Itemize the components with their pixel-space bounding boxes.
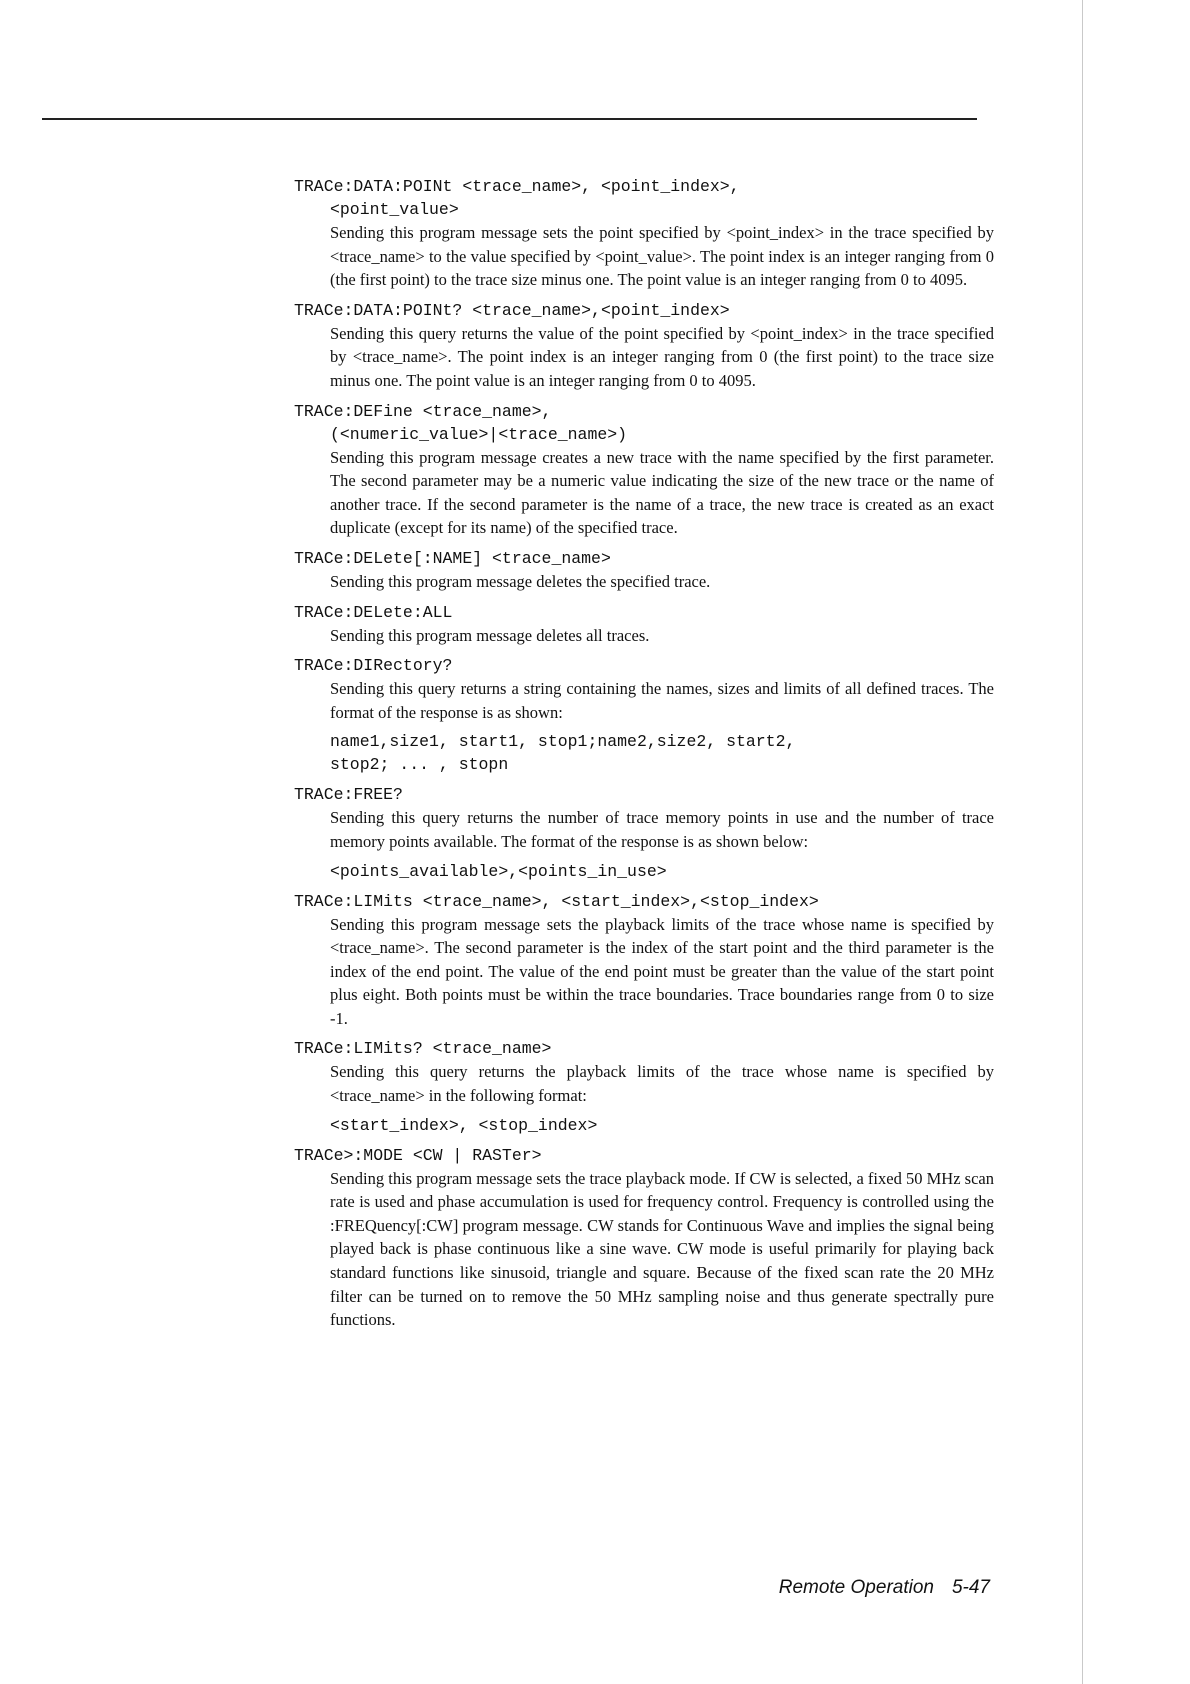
command-syntax: TRACe:LIMits? <trace_name>: [294, 1039, 552, 1059]
entry-trace-data-point-query: [294, 299, 994, 393]
entry-trace-delete-name: [294, 547, 994, 594]
command-syntax: TRACe:FREE?: [294, 785, 403, 805]
command-reference: [294, 175, 994, 1339]
response-format-line: <start_index>, <stop_index>: [330, 1115, 598, 1135]
command-continuation: (<numeric_value>|<trace_name>): [330, 424, 628, 444]
footer-section-title: Remote Operation: [778, 1577, 934, 1598]
entry-trace-mode: [294, 1144, 994, 1332]
entry-trace-limits: [294, 890, 994, 1031]
entry-trace-free: [294, 783, 994, 882]
entry-trace-data-point: [294, 175, 994, 292]
command-syntax: TRACe>:MODE <CW | RASTer>: [294, 1145, 542, 1165]
binding-margin-line: [1082, 0, 1083, 1684]
command-continuation: <point_value>: [330, 200, 459, 219]
command-description: Sending this query returns the playback limits of the trace whose name is specified by <trace_name> in the following format:: [330, 1062, 994, 1106]
command-syntax: [294, 400, 994, 446]
command-syntax: TRACe:LIMits <trace_name>, <start_index>,<stop_index>: [294, 891, 819, 911]
command-line: TRACe:DATA:POINt <trace_name>, <point_index>,: [294, 177, 740, 196]
footer-page-number: 5-47: [951, 1577, 990, 1598]
response-format: [294, 1114, 994, 1137]
command-description: Sending this program message sets the playback limits of the trace whose name is specified by <trace_name>. The second parameter is the index of the start point and the third parameter is the index of the end point. The value of the end point must be greater than the value of the start point plus eight. Both points must be within the trace boundaries. Trace boundaries range from 0 to size -1.: [330, 914, 994, 1028]
response-format-line: <points_available>,<points_in_use>: [330, 861, 667, 881]
response-format-line: name1,size1, start1, stop1;name2,size2, start2,: [330, 732, 796, 752]
command-description: Sending this program message deletes the specified trace.: [330, 571, 711, 591]
command-description: Sending this program message deletes all traces.: [330, 625, 650, 645]
command-description: Sending this query returns the value of the point specified by <point_index> in the trace specified by <trace_name>. The point index is an integer ranging from 0 (the first point) to the trace size minus one. The point value is an integer ranging from 0 to 4095.: [330, 323, 994, 390]
command-syntax: TRACe:DIRectory?: [294, 656, 453, 676]
response-format: [294, 860, 994, 883]
entry-trace-limits-query: [294, 1037, 994, 1136]
entry-trace-directory: [294, 654, 994, 776]
command-description: Sending this program message sets the trace playback mode. If CW is selected, a fixed 50 MHz scan rate is used and phase accumulation is used for frequency control. Frequency is controlled using the :FREQuency[:CW] program message. CW stands for Continuous Wave and implies the signal being played back is phase continuous like a sine wave. CW mode is useful primarily for playing back standard functions like sinusoid, triangle and square. Because of the fixed scan rate the 20 MHz filter can be turned on to remove the 50 MHz sampling noise and thus generate spectrally pure functions.: [330, 1168, 994, 1330]
command-description: Sending this query returns the number of trace memory points in use and the number of trace memory points available. The format of the response is as shown below:: [330, 808, 994, 851]
command-description: Sending this program message creates a new trace with the name specified by the first parameter. The second parameter may be a numeric value indicating the size of the new trace or the name of another trace. If the second parameter is the name of a trace, the new trace is created as an exact duplicate (except for its name) of the specified trace.: [330, 447, 994, 538]
entry-trace-delete-all: [294, 601, 994, 648]
command-syntax: TRACe:DELete[:NAME] <trace_name>: [294, 548, 611, 568]
response-format-line: stop2; ... , stopn: [330, 755, 509, 775]
command-description: Sending this program message sets the point specified by <point_index> in the trace specified by <trace_name> to the value specified by <point_value>. The point index is an integer ranging from 0 (the first point) to the trace size minus one. The point value is an integer ranging from 0 to 4095.: [330, 223, 994, 290]
command-syntax: TRACe:DELete:ALL: [294, 602, 453, 622]
command-syntax: [294, 175, 994, 221]
command-description: Sending this query returns a string containing the names, sizes and limits of all defined traces. The format of the response is as shown:: [330, 679, 994, 722]
page-footer: [779, 1577, 990, 1599]
header-rule: [42, 118, 977, 120]
command-syntax: TRACe:DATA:POINt? <trace_name>,<point_index>: [294, 300, 730, 320]
response-format: [294, 730, 994, 776]
entry-trace-define: [294, 400, 994, 540]
command-line: TRACe:DEFine <trace_name>,: [294, 401, 552, 421]
